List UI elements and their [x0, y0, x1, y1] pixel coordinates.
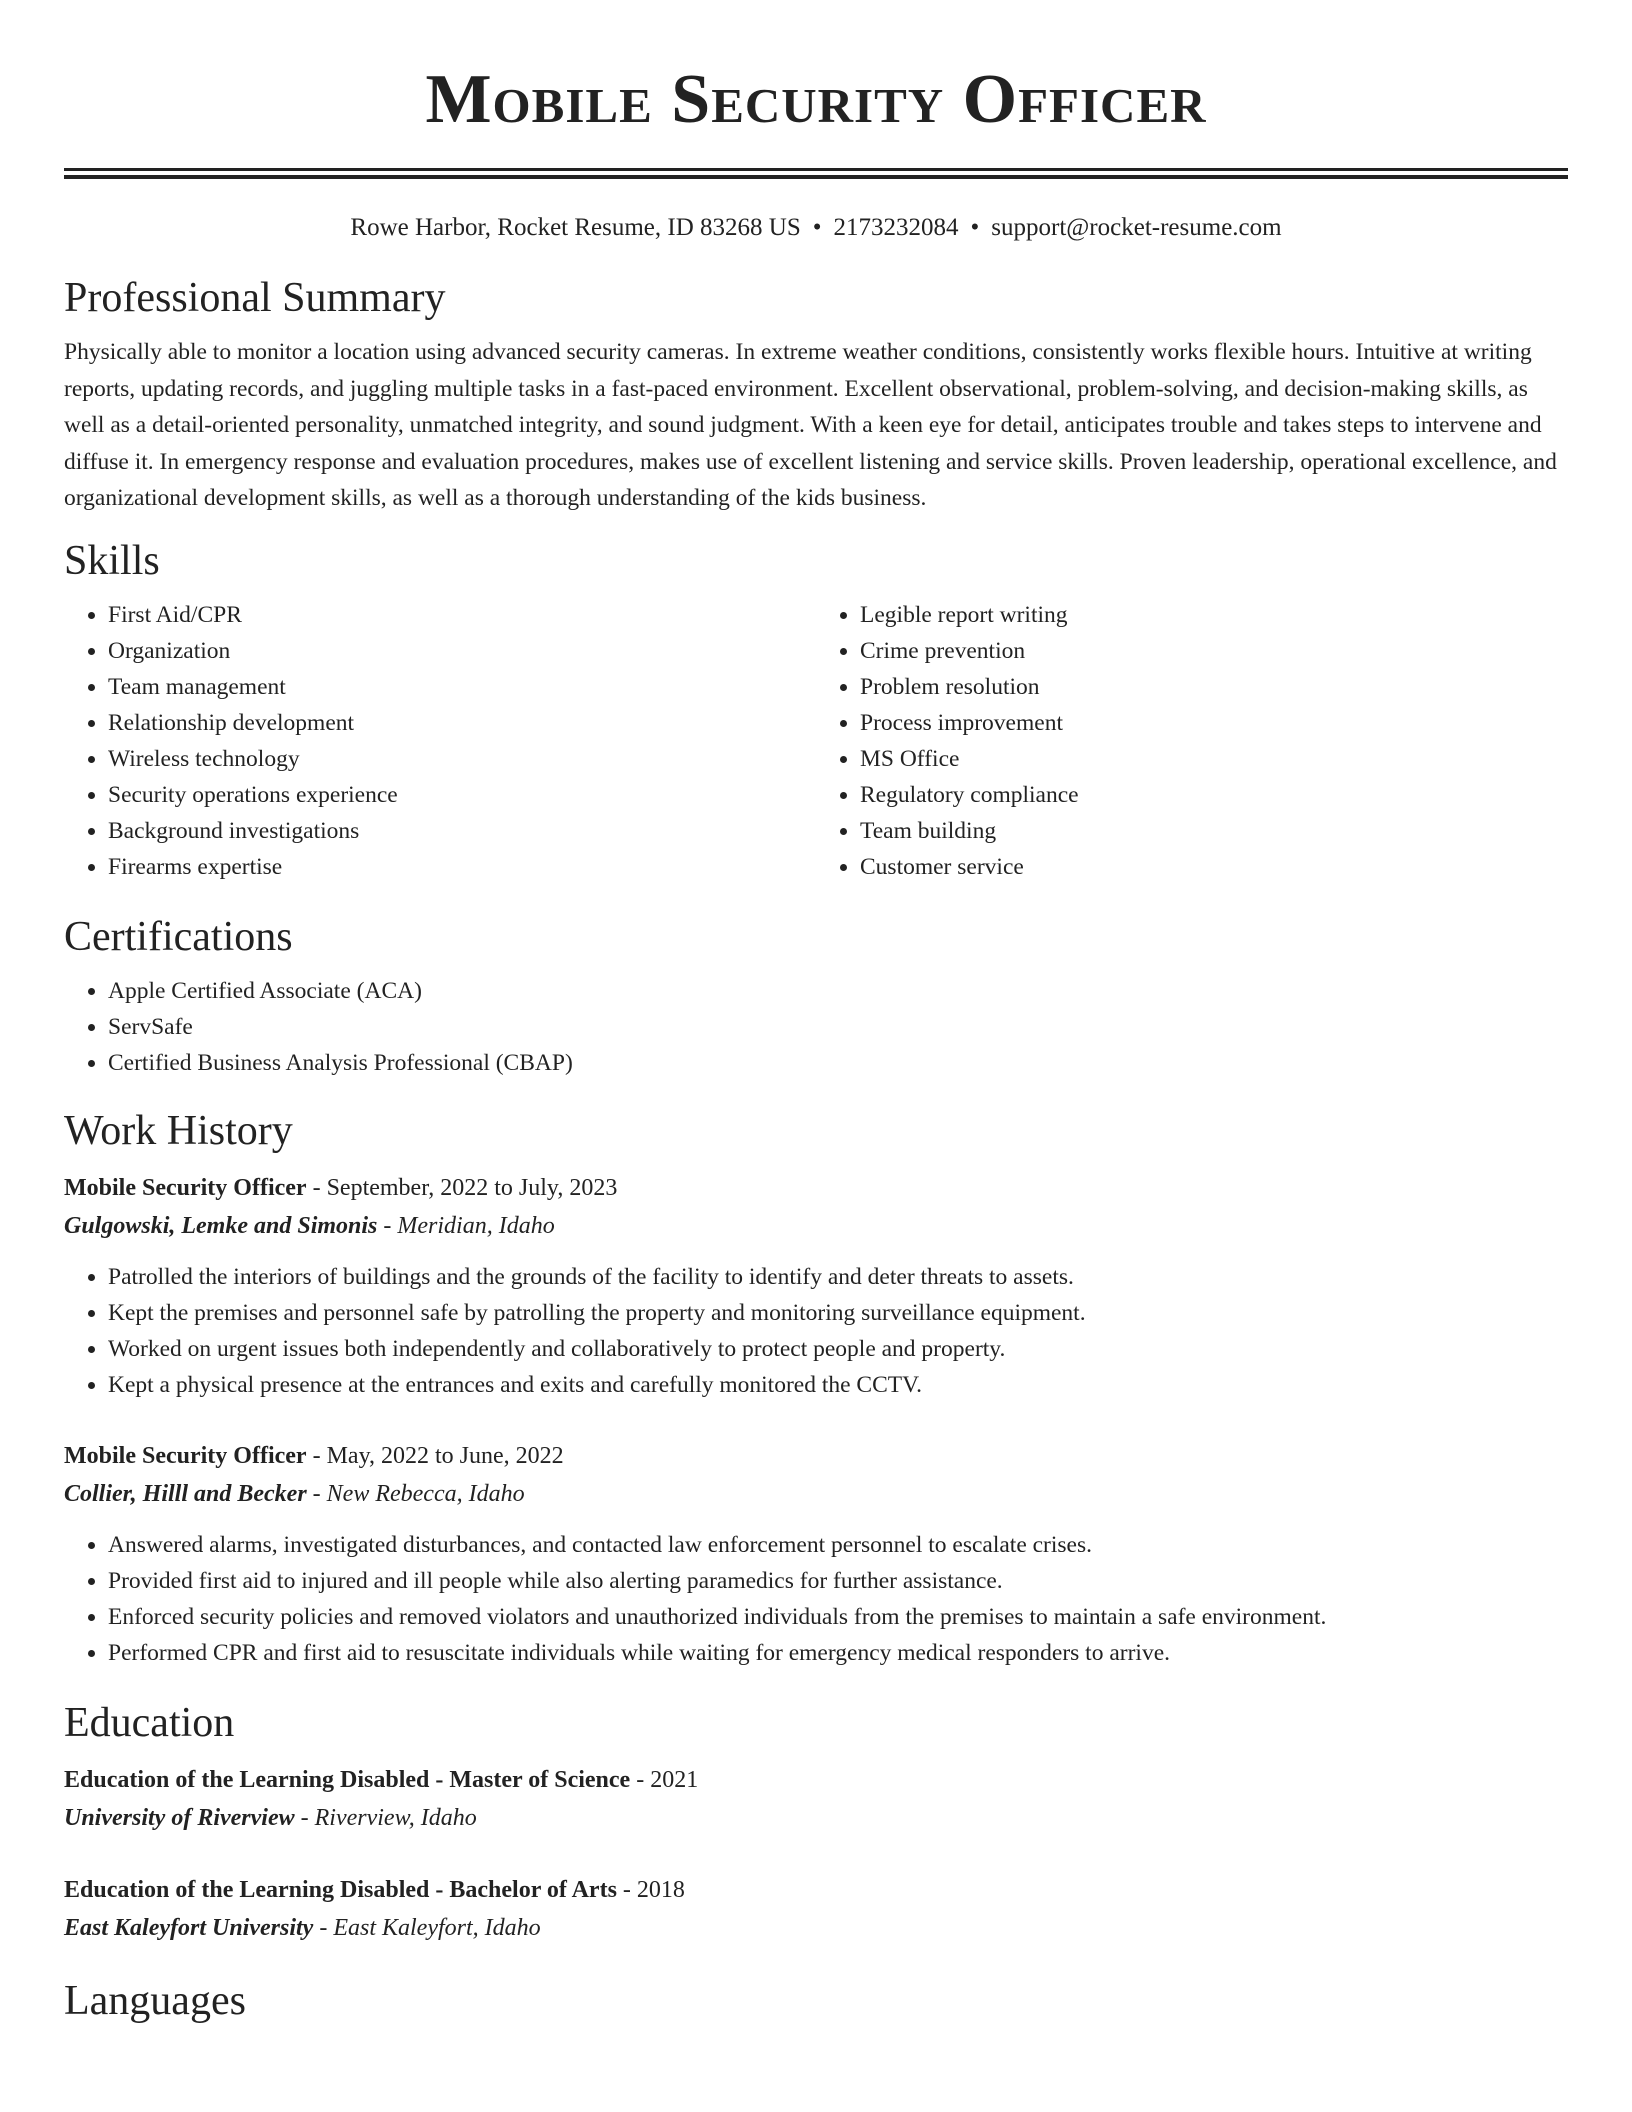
education-entry	[64, 1761, 1568, 1837]
degree-name: Education of the Learning Disabled - Bachelor of Arts	[64, 1876, 617, 1903]
company-location: - New Rebecca, Idaho	[306, 1480, 525, 1507]
skills-list-left	[64, 597, 816, 885]
contact-line	[64, 212, 1568, 244]
section-heading-skills: Skills	[64, 537, 160, 584]
degree-year: - 2021	[630, 1766, 699, 1793]
skill-item: • Crime prevention	[860, 633, 1568, 669]
school-line	[64, 1909, 1568, 1947]
skill-item: • Firearms expertise	[108, 849, 816, 885]
school-name: East Kaleyfort University	[64, 1914, 314, 1941]
degree-line	[64, 1761, 1568, 1799]
job-title: Mobile Security Officer	[64, 1174, 307, 1201]
skill-item: • Background investigations	[108, 813, 816, 849]
skill-item: • First Aid/CPR	[108, 597, 816, 633]
degree-year: - 2018	[616, 1876, 685, 1903]
company-name: Gulgowski, Lemke and Simonis	[64, 1212, 378, 1239]
job-bullet: • Answered alarms, investigated disturbances, and contacted law enforcement personnel to escalate crises.	[108, 1527, 1568, 1563]
title-divider	[64, 168, 1568, 179]
certification-item: • Certified Business Analysis Professional (CBAP)	[108, 1045, 1568, 1081]
job-bullet: • Patrolled the interiors of buildings and the grounds of the facility to identify and deter threats to assets.	[108, 1259, 1568, 1295]
skill-item: • MS Office	[860, 741, 1568, 777]
job-entry	[64, 1437, 1568, 1671]
skill-item: • Process improvement	[860, 705, 1568, 741]
job-dates: - September, 2022 to July, 2023	[306, 1174, 618, 1201]
skill-item: • Problem resolution	[860, 669, 1568, 705]
company-line	[64, 1207, 1568, 1245]
degree-name: Education of the Learning Disabled - Master of Science	[64, 1766, 631, 1793]
resume-title: Mobile Security Officer	[425, 61, 1207, 138]
education-entry	[64, 1871, 1568, 1947]
job-dates: - May, 2022 to June, 2022	[306, 1442, 564, 1469]
skill-item: • Security operations experience	[108, 777, 816, 813]
certifications-list	[64, 973, 1568, 1081]
skill-item: • Customer service	[860, 849, 1568, 885]
job-bullets	[64, 1527, 1568, 1671]
job-bullet: • Performed CPR and first aid to resuscitate individuals while waiting for emergency medical responders to arrive.	[108, 1635, 1568, 1671]
job-title: Mobile Security Officer	[64, 1442, 307, 1469]
skills-list-right	[816, 597, 1568, 885]
contact-email: support@rocket-resume.com	[991, 214, 1282, 241]
certification-item: • ServSafe	[108, 1009, 1568, 1045]
job-title-line	[64, 1437, 1568, 1475]
job-title-line	[64, 1169, 1568, 1207]
job-bullet: • Kept the premises and personnel safe by patrolling the property and monitoring surveillance equipment.	[108, 1295, 1568, 1331]
summary-text: Physically able to monitor a location using advanced security cameras. In extreme weather conditions, consistently works flexible hours. Intuitive at writing reports, updating records, and juggling multiple tasks in a fast-paced environment. Excellent observational, problem-solving, and decision-making skills, as well as a detail-oriented personality, unmatched integrity, and sound judgment. With a keen eye for detail, anticipates trouble and takes steps to intervene and diffuse it. In emergency response and evaluation procedures, makes use of excellent listening and service skills. Proven leadership, operational excellence, and organizational development skills, as well as a thorough understanding of the kids business.	[64, 339, 1557, 511]
section-heading-certifications: Certifications	[64, 913, 293, 960]
degree-line	[64, 1871, 1568, 1909]
company-line	[64, 1475, 1568, 1513]
job-bullet: • Provided first aid to injured and ill people while also alerting paramedics for further assistance.	[108, 1563, 1568, 1599]
job-bullet: • Enforced security policies and removed violators and unauthorized individuals from the premises to maintain a safe environment.	[108, 1599, 1568, 1635]
job-entry	[64, 1169, 1568, 1403]
section-heading-languages: Languages	[64, 1977, 246, 2024]
certification-item: • Apple Certified Associate (ACA)	[108, 973, 1568, 1009]
job-bullets	[64, 1259, 1568, 1403]
contact-separator: •	[812, 214, 822, 241]
skill-item: • Legible report writing	[860, 597, 1568, 633]
job-bullet: • Kept a physical presence at the entrances and exits and carefully monitored the CCTV.	[108, 1367, 1568, 1403]
section-heading-summary: Professional Summary	[64, 275, 446, 321]
job-bullet: • Worked on urgent issues both independently and collaboratively to protect people and property.	[108, 1331, 1568, 1367]
resume-page	[64, 0, 1568, 2027]
school-location: - Riverview, Idaho	[294, 1804, 477, 1831]
skill-item: • Relationship development	[108, 705, 816, 741]
school-line	[64, 1799, 1568, 1837]
contact-phone: 2173232084	[833, 214, 959, 241]
contact-separator: •	[970, 214, 980, 241]
school-name: University of Riverview	[64, 1804, 295, 1831]
skill-item: • Organization	[108, 633, 816, 669]
section-heading-work-history: Work History	[64, 1107, 293, 1154]
skills-columns	[64, 597, 1568, 885]
company-location: - Meridian, Idaho	[377, 1212, 555, 1239]
skill-item: • Wireless technology	[108, 741, 816, 777]
skill-item: • Team building	[860, 813, 1568, 849]
contact-address: Rowe Harbor, Rocket Resume, ID 83268 US	[350, 214, 801, 241]
school-location: - East Kaleyfort, Idaho	[313, 1914, 541, 1941]
skill-item: • Regulatory compliance	[860, 777, 1568, 813]
section-heading-education: Education	[64, 1699, 235, 1746]
company-name: Collier, Hilll and Becker	[64, 1480, 307, 1507]
skill-item: • Team management	[108, 669, 816, 705]
